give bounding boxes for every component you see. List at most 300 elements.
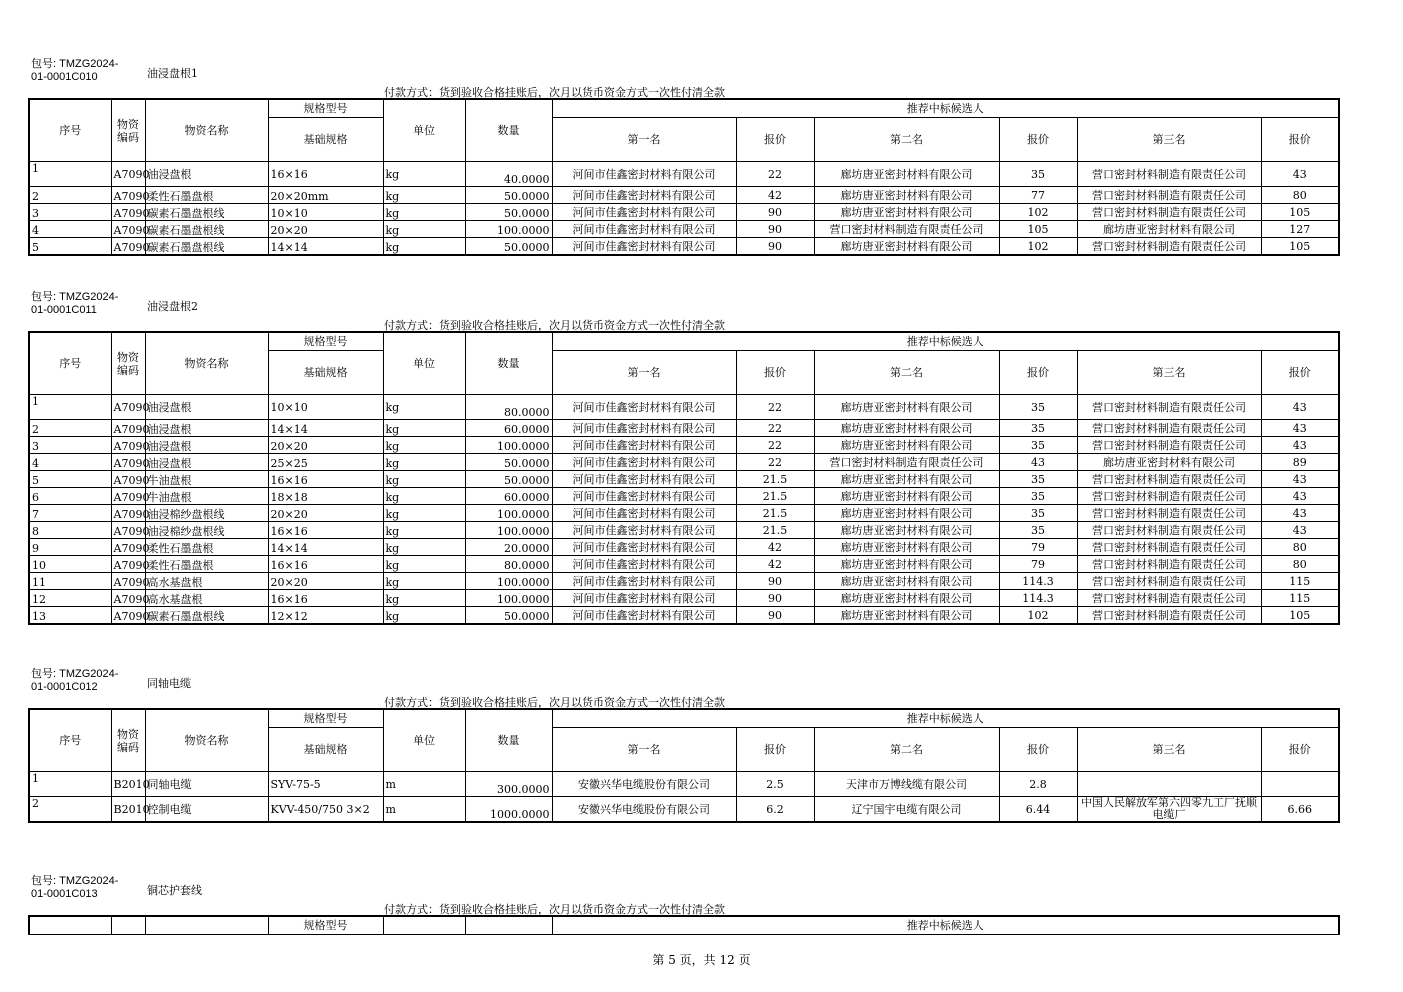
cell-first: 河间市佳鑫密封材料有限公司: [552, 556, 736, 573]
table-row: [29, 395, 1339, 420]
payment-terms: 付款方式：货到验收合格挂账后，次月以货币资金方式一次性付清全款: [384, 319, 725, 332]
cell-unit: kg: [383, 590, 465, 607]
cell-code: A7090: [111, 238, 145, 256]
cell-price: 6.44: [999, 797, 1077, 823]
header-unit: 单位: [383, 332, 465, 395]
header-cell: [383, 916, 465, 935]
header-candidate-group: 推荐中标候选人: [552, 99, 1339, 118]
header-cell: [29, 916, 111, 935]
cell-code: A7090: [111, 454, 145, 471]
header-row-top: [29, 99, 1339, 118]
header-third: 第三名: [1077, 351, 1261, 395]
cell-first: 安徽兴华电缆股份有限公司: [552, 797, 736, 823]
header-price: 报价: [999, 728, 1077, 772]
cell-second: 廊坊唐亚密封材料有限公司: [814, 437, 999, 454]
cell-price: 42: [736, 556, 814, 573]
cell-spec: 12×12: [268, 607, 383, 625]
cell-unit: kg: [383, 204, 465, 221]
cell-first: 河间市佳鑫密封材料有限公司: [552, 488, 736, 505]
cell-price: 43: [999, 454, 1077, 471]
header-seq: 序号: [29, 99, 111, 162]
cell-seq: 8: [29, 522, 111, 539]
cell-price: 43: [1261, 437, 1339, 454]
header-code: 物资 编码: [111, 709, 145, 772]
cell-price: 21.5: [736, 505, 814, 522]
table-row: [29, 471, 1339, 488]
cell-first: 河间市佳鑫密封材料有限公司: [552, 454, 736, 471]
cell-first: 河间市佳鑫密封材料有限公司: [552, 420, 736, 437]
cell-name: 油浸棉纱盘根线: [145, 505, 268, 522]
bid-table: [28, 708, 1340, 823]
header-name: 物资名称: [145, 709, 268, 772]
payment-terms: 付款方式：货到验收合格挂账后，次月以货币资金方式一次性付清全款: [384, 696, 725, 709]
cell-price: 90: [736, 607, 814, 625]
cell-first: 河间市佳鑫密封材料有限公司: [552, 471, 736, 488]
cell-code: A7090: [111, 505, 145, 522]
header-third: 第三名: [1077, 728, 1261, 772]
cell-code: A7090: [111, 204, 145, 221]
cell-second: 廊坊唐亚密封材料有限公司: [814, 556, 999, 573]
table-row: [29, 573, 1339, 590]
cell-name: 柔性石墨盘根: [145, 539, 268, 556]
cell-third: 营口密封材料制造有限责任公司: [1077, 437, 1261, 454]
cell-third: 廊坊唐亚密封材料有限公司: [1077, 454, 1261, 471]
cell-name: 油浸盘根: [145, 437, 268, 454]
cell-third: 营口密封材料制造有限责任公司: [1077, 488, 1261, 505]
cell-third: 营口密封材料制造有限责任公司: [1077, 471, 1261, 488]
header-seq: 序号: [29, 709, 111, 772]
package-number: 包号: TMZG2024- 01-0001C011: [31, 291, 119, 316]
cell-unit: kg: [383, 420, 465, 437]
cell-second: 廊坊唐亚密封材料有限公司: [814, 488, 999, 505]
cell-unit: kg: [383, 539, 465, 556]
cell-second: 廊坊唐亚密封材料有限公司: [814, 204, 999, 221]
cell-qty: 50.0000: [465, 454, 552, 471]
header-price: 报价: [1261, 351, 1339, 395]
cell-qty: 100.0000: [465, 437, 552, 454]
cell-second: 廊坊唐亚密封材料有限公司: [814, 573, 999, 590]
cell-code: A7090: [111, 437, 145, 454]
cell-name: 同轴电缆: [145, 772, 268, 797]
cell-price: 80: [1261, 539, 1339, 556]
cell-second: 营口密封材料制造有限责任公司: [814, 221, 999, 238]
header-row-top: [29, 709, 1339, 728]
cell-price: 2.8: [999, 772, 1077, 797]
bid-table: [28, 915, 1340, 935]
cell-price: 42: [736, 187, 814, 204]
cell-price: 43: [1261, 395, 1339, 420]
cell-second: 天津市万博线缆有限公司: [814, 772, 999, 797]
cell-qty: 100.0000: [465, 505, 552, 522]
cell-first: 河间市佳鑫密封材料有限公司: [552, 573, 736, 590]
header-first: 第一名: [552, 728, 736, 772]
header-price: 报价: [1261, 728, 1339, 772]
header-row-top: [29, 332, 1339, 351]
cell-unit: kg: [383, 437, 465, 454]
cell-second: 廊坊唐亚密封材料有限公司: [814, 471, 999, 488]
cell-qty: 100.0000: [465, 522, 552, 539]
cell-third: 营口密封材料制造有限责任公司: [1077, 395, 1261, 420]
cell-seq: 11: [29, 573, 111, 590]
package-number: 包号: TMZG2024- 01-0001C013: [31, 875, 119, 900]
cell-price: 42: [736, 539, 814, 556]
cell-seq: 7: [29, 505, 111, 522]
cell-third: 营口密封材料制造有限责任公司: [1077, 539, 1261, 556]
cell-price: 105: [1261, 204, 1339, 221]
cell-price: 80: [1261, 556, 1339, 573]
cell-name: 柔性石墨盘根: [145, 556, 268, 573]
cell-third: 营口密封材料制造有限责任公司: [1077, 556, 1261, 573]
cell-seq: 9: [29, 539, 111, 556]
cell-first: 河间市佳鑫密封材料有限公司: [552, 221, 736, 238]
cell-price: 35: [999, 437, 1077, 454]
cell-code: A7090: [111, 522, 145, 539]
header-qty: 数量: [465, 99, 552, 162]
cell-seq: 10: [29, 556, 111, 573]
cell-price: 90: [736, 238, 814, 256]
header-spec-group: 规格型号: [268, 709, 383, 728]
cell-second: 廊坊唐亚密封材料有限公司: [814, 395, 999, 420]
header-cell: [145, 916, 268, 935]
cell-seq: 12: [29, 590, 111, 607]
cell-price: 90: [736, 221, 814, 238]
cell-first: 河间市佳鑫密封材料有限公司: [552, 238, 736, 256]
cell-second: 廊坊唐亚密封材料有限公司: [814, 522, 999, 539]
cell-unit: kg: [383, 395, 465, 420]
cell-code: A7090: [111, 162, 145, 187]
cell-second: 廊坊唐亚密封材料有限公司: [814, 607, 999, 625]
table-row: [29, 420, 1339, 437]
cell-first: 河间市佳鑫密封材料有限公司: [552, 395, 736, 420]
header-third: 第三名: [1077, 118, 1261, 162]
header-first: 第一名: [552, 351, 736, 395]
cell-price: 114.3: [999, 590, 1077, 607]
cell-price: 6.2: [736, 797, 814, 823]
cell-seq: 6: [29, 488, 111, 505]
package-category: 油浸盘根2: [147, 300, 198, 313]
cell-name: 油浸棉纱盘根线: [145, 522, 268, 539]
cell-qty: 20.0000: [465, 539, 552, 556]
cell-spec: 25×25: [268, 454, 383, 471]
cell-qty: 100.0000: [465, 221, 552, 238]
table-row: [29, 162, 1339, 187]
cell-first: 河间市佳鑫密封材料有限公司: [552, 539, 736, 556]
cell-price: 114.3: [999, 573, 1077, 590]
header-cell: [111, 916, 145, 935]
header-price: 报价: [736, 728, 814, 772]
header-code: 物资 编码: [111, 332, 145, 395]
cell-spec: KVV-450/750 3×2: [268, 797, 383, 823]
cell-seq: 2: [29, 187, 111, 204]
header-spec: 基础规格: [268, 728, 383, 772]
cell-code: A7090: [111, 590, 145, 607]
cell-code: A7090: [111, 488, 145, 505]
cell-seq: 5: [29, 238, 111, 256]
cell-first: 河间市佳鑫密封材料有限公司: [552, 607, 736, 625]
cell-price: 35: [999, 488, 1077, 505]
cell-unit: m: [383, 772, 465, 797]
cell-second: 廊坊唐亚密封材料有限公司: [814, 238, 999, 256]
cell-qty: 60.0000: [465, 488, 552, 505]
cell-third: 营口密封材料制造有限责任公司: [1077, 204, 1261, 221]
cell-unit: kg: [383, 187, 465, 204]
bid-table: [28, 98, 1340, 256]
header-code: 物资 编码: [111, 99, 145, 162]
table-row: [29, 607, 1339, 625]
cell-second: 廊坊唐亚密封材料有限公司: [814, 187, 999, 204]
cell-spec: 10×10: [268, 395, 383, 420]
cell-code: A7090: [111, 471, 145, 488]
cell-price: 105: [1261, 607, 1339, 625]
cell-price: 43: [1261, 505, 1339, 522]
cell-qty: 40.0000: [465, 162, 552, 187]
header-qty: 数量: [465, 332, 552, 395]
cell-first: 河间市佳鑫密封材料有限公司: [552, 162, 736, 187]
cell-price: 43: [1261, 420, 1339, 437]
cell-unit: kg: [383, 556, 465, 573]
header-second: 第二名: [814, 351, 999, 395]
cell-spec: 16×16: [268, 590, 383, 607]
cell-qty: 50.0000: [465, 471, 552, 488]
payment-terms: 付款方式：货到验收合格挂账后，次月以货币资金方式一次性付清全款: [384, 903, 725, 916]
cell-price: 77: [999, 187, 1077, 204]
cell-seq: 4: [29, 221, 111, 238]
cell-name: 油浸盘根: [145, 162, 268, 187]
cell-first: 河间市佳鑫密封材料有限公司: [552, 204, 736, 221]
cell-qty: 100.0000: [465, 590, 552, 607]
cell-spec: 14×14: [268, 238, 383, 256]
cell-seq: 1: [29, 772, 111, 797]
cell-code: A7090: [111, 539, 145, 556]
cell-name: 牛油盘根: [145, 488, 268, 505]
package-number: 包号: TMZG2024- 01-0001C012: [31, 668, 119, 693]
table-row: [29, 505, 1339, 522]
header-price: 报价: [736, 351, 814, 395]
cell-price: 43: [1261, 162, 1339, 187]
cell-price: 22: [736, 395, 814, 420]
cell-seq: 1: [29, 395, 111, 420]
cell-unit: kg: [383, 522, 465, 539]
cell-spec: 18×18: [268, 488, 383, 505]
cell-third: 营口密封材料制造有限责任公司: [1077, 522, 1261, 539]
cell-qty: 300.0000: [465, 772, 552, 797]
cell-price: 35: [999, 420, 1077, 437]
cell-price: 22: [736, 454, 814, 471]
cell-price: 22: [736, 437, 814, 454]
header-spec-group: 规格型号: [268, 916, 383, 935]
cell-price: 43: [1261, 488, 1339, 505]
cell-first: 河间市佳鑫密封材料有限公司: [552, 590, 736, 607]
header-name: 物资名称: [145, 332, 268, 395]
cell-spec: 16×16: [268, 556, 383, 573]
cell-price: 102: [999, 607, 1077, 625]
header-second: 第二名: [814, 118, 999, 162]
table-row: [29, 437, 1339, 454]
cell-price: 102: [999, 238, 1077, 256]
header-unit: 单位: [383, 709, 465, 772]
cell-qty: 50.0000: [465, 607, 552, 625]
table-row: [29, 238, 1339, 256]
header-candidate-group: 推荐中标候选人: [552, 332, 1339, 351]
cell-unit: kg: [383, 573, 465, 590]
cell-price: 90: [736, 573, 814, 590]
cell-price: 80: [1261, 187, 1339, 204]
cell-qty: 50.0000: [465, 204, 552, 221]
cell-qty: 50.0000: [465, 238, 552, 256]
cell-spec: 14×14: [268, 420, 383, 437]
cell-spec: 14×14: [268, 539, 383, 556]
cell-seq: 3: [29, 204, 111, 221]
cell-spec: 20×20: [268, 505, 383, 522]
cell-code: A7090: [111, 573, 145, 590]
page-footer: 第 5 页，共 12 页: [652, 953, 751, 967]
cell-price: 43: [1261, 471, 1339, 488]
cell-unit: kg: [383, 162, 465, 187]
cell-unit: kg: [383, 238, 465, 256]
bid-table: [28, 331, 1340, 625]
cell-name: 碳素石墨盘根线: [145, 607, 268, 625]
cell-name: 油浸盘根: [145, 395, 268, 420]
table-row: [29, 454, 1339, 471]
cell-code: A7090: [111, 395, 145, 420]
package-category: 油浸盘根1: [147, 67, 198, 80]
cell-price: 90: [736, 204, 814, 221]
cell-third: 廊坊唐亚密封材料有限公司: [1077, 221, 1261, 238]
table-row: [29, 522, 1339, 539]
cell-name: 控制电缆: [145, 797, 268, 823]
cell-qty: 1000.0000: [465, 797, 552, 823]
cell-name: 碳素石墨盘根线: [145, 238, 268, 256]
cell-third: 营口密封材料制造有限责任公司: [1077, 607, 1261, 625]
cell-seq: 3: [29, 437, 111, 454]
cell-price: 35: [999, 505, 1077, 522]
cell-price: 105: [999, 221, 1077, 238]
cell-second: 廊坊唐亚密封材料有限公司: [814, 590, 999, 607]
cell-first: 河间市佳鑫密封材料有限公司: [552, 187, 736, 204]
cell-price: 35: [999, 471, 1077, 488]
cell-price: 79: [999, 556, 1077, 573]
cell-code: B2010: [111, 772, 145, 797]
header-spec: 基础规格: [268, 351, 383, 395]
cell-third: 营口密封材料制造有限责任公司: [1077, 505, 1261, 522]
cell-first: 河间市佳鑫密封材料有限公司: [552, 437, 736, 454]
cell-price: 90: [736, 590, 814, 607]
cell-second: 营口密封材料制造有限责任公司: [814, 454, 999, 471]
cell-spec: 20×20: [268, 221, 383, 238]
cell-price: 22: [736, 420, 814, 437]
cell-code: A7090: [111, 556, 145, 573]
cell-unit: kg: [383, 471, 465, 488]
cell-price: 21.5: [736, 522, 814, 539]
cell-price: 22: [736, 162, 814, 187]
cell-spec: 20×20: [268, 573, 383, 590]
cell-price: 21.5: [736, 488, 814, 505]
cell-unit: m: [383, 797, 465, 823]
cell-spec: 16×16: [268, 162, 383, 187]
cell-name: 油浸盘根: [145, 454, 268, 471]
cell-unit: kg: [383, 488, 465, 505]
cell-first: 安徽兴华电缆股份有限公司: [552, 772, 736, 797]
cell-name: 碳素石墨盘根线: [145, 204, 268, 221]
header-candidate-group: 推荐中标候选人: [552, 709, 1339, 728]
cell-seq: 4: [29, 454, 111, 471]
cell-price: [1261, 772, 1339, 797]
cell-price: 2.5: [736, 772, 814, 797]
cell-unit: kg: [383, 607, 465, 625]
package-category: 同轴电缆: [147, 677, 191, 690]
cell-qty: 50.0000: [465, 187, 552, 204]
cell-name: 碳素石墨盘根线: [145, 221, 268, 238]
cell-price: 102: [999, 204, 1077, 221]
cell-code: A7090: [111, 420, 145, 437]
header-first: 第一名: [552, 118, 736, 162]
cell-seq: 13: [29, 607, 111, 625]
cell-spec: 20×20mm: [268, 187, 383, 204]
cell-price: 89: [1261, 454, 1339, 471]
cell-price: 127: [1261, 221, 1339, 238]
cell-qty: 80.0000: [465, 556, 552, 573]
header-spec-group: 规格型号: [268, 332, 383, 351]
header-price: 报价: [736, 118, 814, 162]
cell-name: 牛油盘根: [145, 471, 268, 488]
cell-price: 79: [999, 539, 1077, 556]
cell-second: 廊坊唐亚密封材料有限公司: [814, 505, 999, 522]
cell-seq: 1: [29, 162, 111, 187]
cell-spec: 16×16: [268, 471, 383, 488]
cell-qty: 100.0000: [465, 573, 552, 590]
header-price: 报价: [999, 351, 1077, 395]
cell-price: 35: [999, 162, 1077, 187]
cell-spec: 20×20: [268, 437, 383, 454]
cell-code: B2010: [111, 797, 145, 823]
cell-seq: 2: [29, 797, 111, 823]
cell-first: 河间市佳鑫密封材料有限公司: [552, 522, 736, 539]
cell-seq: 5: [29, 471, 111, 488]
header-price: 报价: [999, 118, 1077, 162]
cell-unit: kg: [383, 221, 465, 238]
cell-third: 营口密封材料制造有限责任公司: [1077, 573, 1261, 590]
table-row: [29, 539, 1339, 556]
header-second: 第二名: [814, 728, 999, 772]
cell-third: 营口密封材料制造有限责任公司: [1077, 238, 1261, 256]
table-row: [29, 797, 1339, 823]
header-spec: 基础规格: [268, 118, 383, 162]
cell-spec: 10×10: [268, 204, 383, 221]
header-unit: 单位: [383, 99, 465, 162]
cell-qty: 60.0000: [465, 420, 552, 437]
cell-unit: kg: [383, 454, 465, 471]
cell-first: 河间市佳鑫密封材料有限公司: [552, 505, 736, 522]
table-row: [29, 772, 1339, 797]
cell-code: A7090: [111, 607, 145, 625]
table-row: [29, 556, 1339, 573]
table-row: [29, 221, 1339, 238]
payment-terms: 付款方式：货到验收合格挂账后，次月以货币资金方式一次性付清全款: [384, 86, 725, 99]
cell-price: 35: [999, 395, 1077, 420]
cell-third: 营口密封材料制造有限责任公司: [1077, 590, 1261, 607]
cell-qty: 80.0000: [465, 395, 552, 420]
table-row: [29, 187, 1339, 204]
cell-price: 43: [1261, 522, 1339, 539]
cell-name: 高水基盘根: [145, 590, 268, 607]
package-category: 铜芯护套线: [147, 884, 202, 897]
header-cell: [465, 916, 552, 935]
cell-code: A7090: [111, 187, 145, 204]
package-number: 包号: TMZG2024- 01-0001C010: [31, 58, 119, 83]
cell-seq: 2: [29, 420, 111, 437]
cell-second: 廊坊唐亚密封材料有限公司: [814, 420, 999, 437]
cell-name: 柔性石墨盘根: [145, 187, 268, 204]
